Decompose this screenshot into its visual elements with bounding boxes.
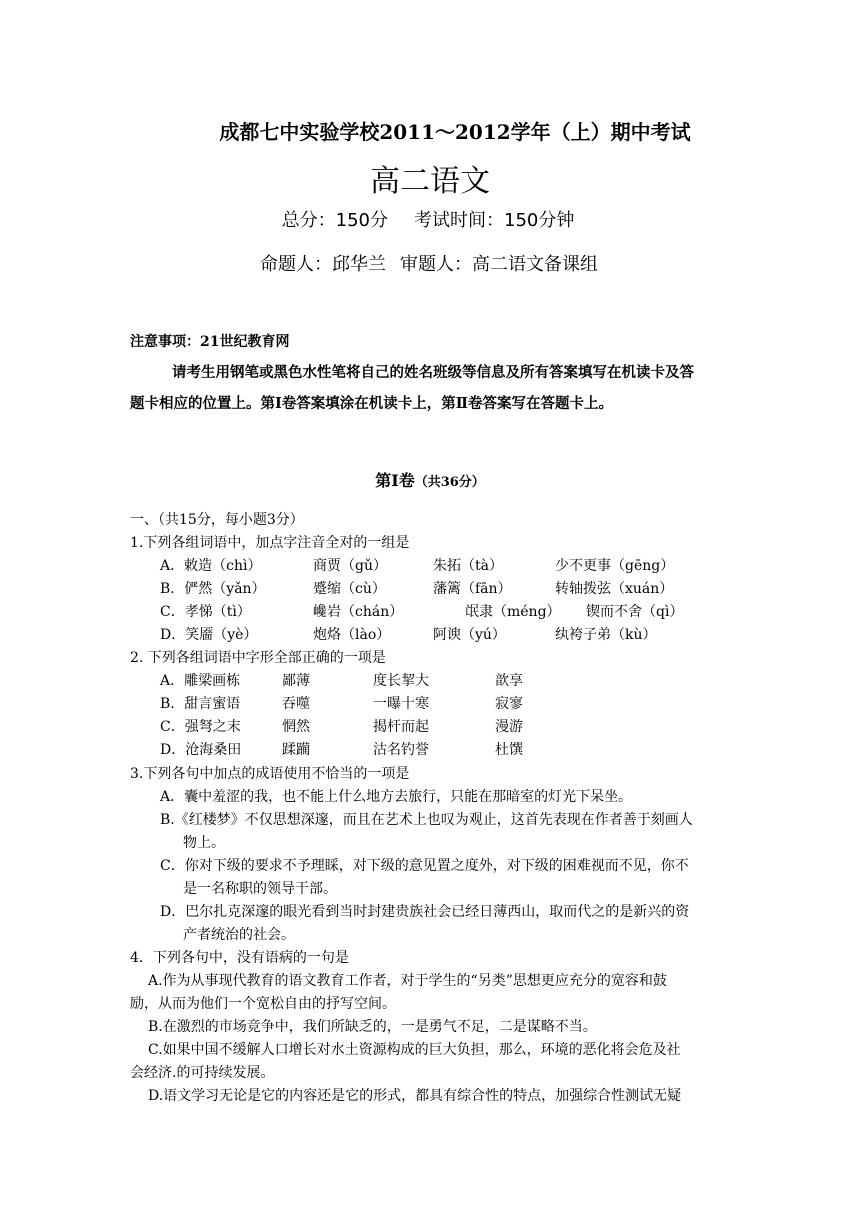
q2-b-3: 一曝十寒 xyxy=(373,696,429,712)
q2-b-2: 吞噬 xyxy=(282,696,310,712)
q1-d-4: 纨袴子弟（kù） xyxy=(555,627,657,643)
question-4-stem: 4．下列各句中，没有语病的一句是 xyxy=(130,950,349,966)
q1-a-4: 少不更事（gēng） xyxy=(555,558,675,574)
q1-c-4: 锲而不舍（qì） xyxy=(586,604,684,620)
subject-title: 高二语文 xyxy=(370,164,490,199)
q1-c-2: 巉岩（chán） xyxy=(313,604,404,620)
q2-d-3: 沽名钓誉 xyxy=(373,742,429,758)
q2-a-2: 鄙薄 xyxy=(282,673,310,689)
q1-b-3: 藩篱（fān） xyxy=(433,581,512,597)
q2-b-1: B．甜言蜜语 xyxy=(160,696,241,712)
q2-c-1: C．强弩之末 xyxy=(160,719,241,735)
q3-option-c-line2: 是一名称职的领导干部。 xyxy=(183,881,337,897)
question-3-stem: 3.下列各句中加点的成语使用不恰当的一项是 xyxy=(130,766,410,782)
q3-option-d-line2: 产者统治的社会。 xyxy=(183,927,295,943)
q2-a-1: A．雕梁画栋 xyxy=(160,673,241,689)
question-1-stem: 1.下列各组词语中，加点字注音全对的一组是 xyxy=(130,535,410,551)
q1-a-2: 商贾（gǔ） xyxy=(313,558,387,574)
q1-d-2: 炮烙（lào） xyxy=(313,627,391,643)
q2-c-2: 惘然 xyxy=(282,719,310,735)
q1-b-4: 转轴拨弦（xuán） xyxy=(555,581,674,597)
authors-line xyxy=(0,250,859,276)
exam-time: 考试时间：150分钟 xyxy=(414,210,575,231)
q3-option-b-line2: 物上。 xyxy=(183,835,225,851)
notice-label: 注意事项：21世纪教育网 xyxy=(130,334,290,350)
q2-b-4: 寂寥 xyxy=(495,696,523,712)
q4-option-c-line2: 会经济.的可持续发展。 xyxy=(130,1065,275,1081)
q2-d-1: D．沧海桑田 xyxy=(160,742,242,758)
q2-d-2: 蹂躏 xyxy=(282,742,310,758)
q2-c-4: 漫游 xyxy=(495,719,523,735)
notice-text-line2: 题卡相应的位置上。第Ⅰ卷答案填涂在机读卡上，第Ⅱ卷答案写在答题卡上。 xyxy=(130,395,613,412)
q1-d-3: 阿谀（yú） xyxy=(433,627,506,643)
q2-a-3: 度长挈大 xyxy=(373,673,429,689)
q3-option-c-line1: C．你对下级的要求不予理睬，对下级的意见置之度外，对下级的困难视而不见，你不 xyxy=(160,858,689,874)
notice-text-line1: 请考生用钢笔或黑色水性笔将自己的姓名班级等信息及所有答案填写在机读卡及答 xyxy=(172,364,694,381)
volume-heading xyxy=(0,472,860,492)
q1-b-1: B．俨然（yǎn） xyxy=(160,581,266,597)
score-time-line xyxy=(0,206,858,232)
q1-a-1: A．敕造（chì） xyxy=(160,558,262,574)
q4-option-b: B.在激烈的市场竞争中，我们所缺乏的，一是勇气不足，二是谋略不当。 xyxy=(148,1019,597,1035)
q2-a-4: 歆享 xyxy=(495,673,523,689)
q4-option-d-line1: D.语文学习无论是它的内容还是它的形式，都具有综合性的特点，加强综合性测试无疑 xyxy=(148,1088,682,1104)
total-score: 总分：150分 xyxy=(281,210,388,231)
q1-c-1: C．孝悌（tì） xyxy=(160,604,251,620)
reviewer: 审题人：高二语文备课组 xyxy=(400,254,598,275)
exam-title: 成都七中实验学校2011～2012学年（上）期中考试 xyxy=(219,120,691,144)
q3-option-d-line1: D．巴尔扎克深邃的眼光看到当时封建贵族社会已经日薄西山，取而代之的是新兴的资 xyxy=(160,904,690,920)
q4-option-a-line1: A.作为从事现代教育的语文教育工作者，对于学生的“另类”思想更应充分的宽容和鼓 xyxy=(148,973,667,989)
setter: 命题人：邱华兰 xyxy=(260,254,386,275)
volume-title: 第Ⅰ卷 xyxy=(375,471,415,490)
q3-option-b-line1: B.《红楼梦》不仅思想深邃，而且在艺术上也叹为观止，这首先表现在作者善于刻画人 xyxy=(160,812,693,828)
q4-option-a-line2: 励，从而为他们一个宽松自由的抒写空间。 xyxy=(130,996,396,1012)
q3-option-a: A．囊中羞涩的我，也不能上什么地方去旅行，只能在那暗室的灯光下呆坐。 xyxy=(160,789,633,805)
question-2-stem: 2. 下列各组词语中字形全部正确的一项是 xyxy=(130,650,386,666)
section-one-heading: 一、（共15分，每小题3分） xyxy=(130,512,304,528)
q4-option-c-line1: C.如果中国不缓解人口增长对水土资源构成的巨大负担，那么，环境的恶化将会危及社 xyxy=(148,1042,681,1058)
q1-c-3: 氓隶（méng） xyxy=(465,604,561,620)
q2-c-3: 揭杆而起 xyxy=(373,719,429,735)
q2-d-4: 杜馔 xyxy=(495,742,523,758)
q1-a-3: 朱拓（tà） xyxy=(433,558,503,574)
q1-d-1: D．笑靥（yè） xyxy=(160,627,258,643)
volume-note: （共36分） xyxy=(414,475,485,490)
q1-b-2: 蹙缩（cù） xyxy=(313,581,386,597)
